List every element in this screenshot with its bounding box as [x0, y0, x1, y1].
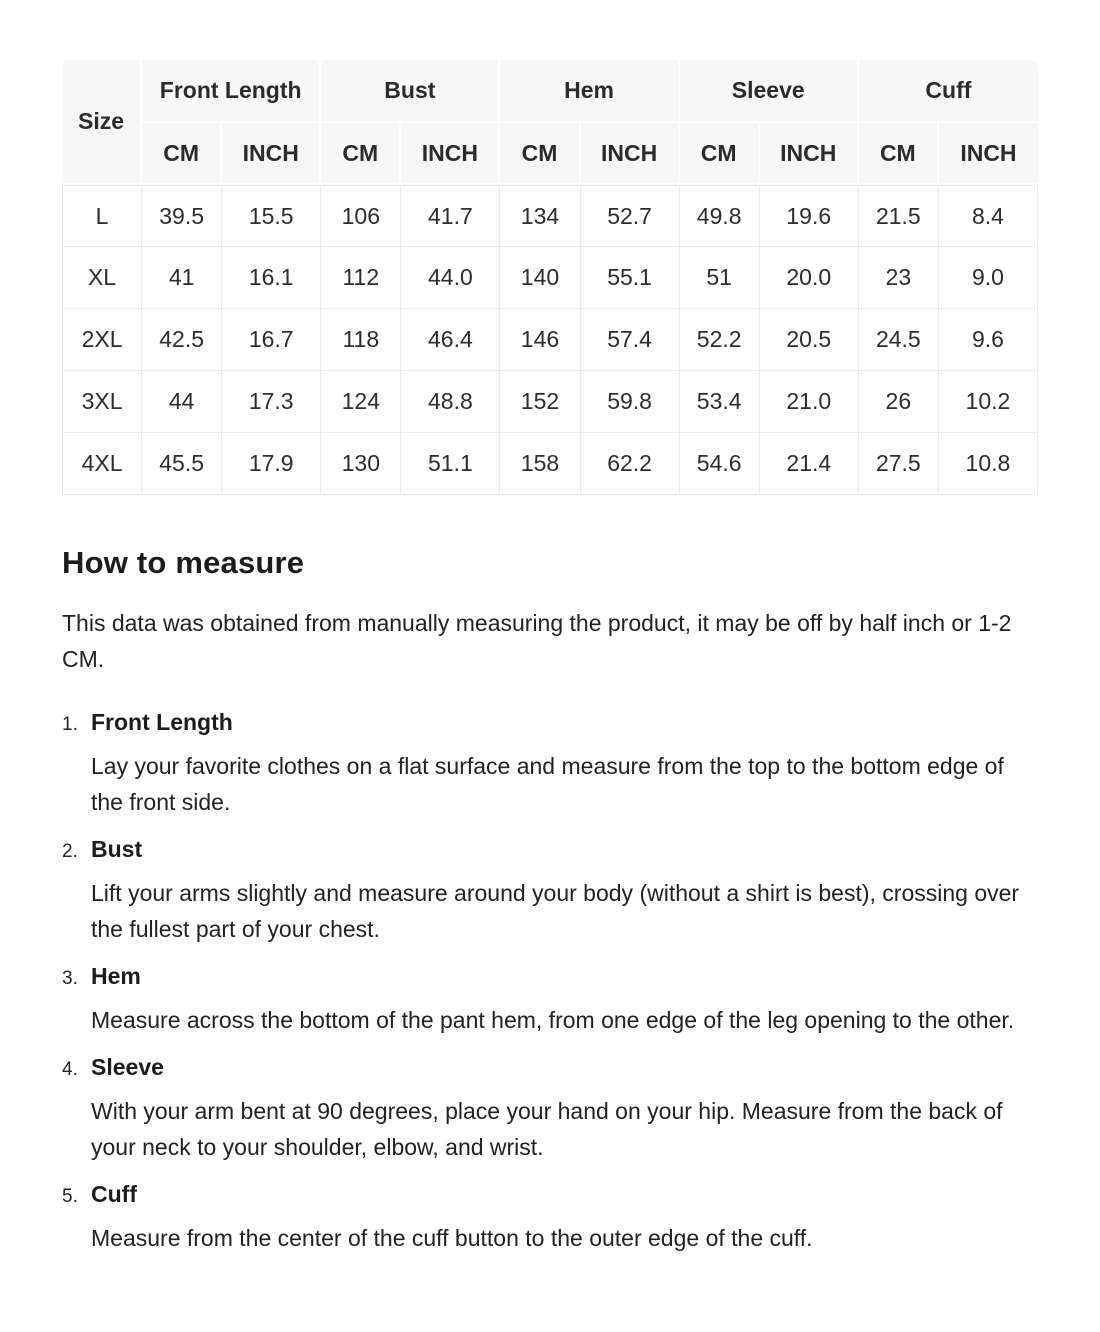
- item-number: 1.: [62, 714, 78, 735]
- group-header-cell: Cuff: [859, 60, 1038, 123]
- measurement-cell: 41.7: [401, 185, 500, 247]
- size-table-header: [62, 60, 1038, 185]
- measurement-cell: 130: [321, 433, 401, 495]
- measurement-cell: 10.2: [939, 371, 1038, 433]
- item-description: Measure from the center of the cuff button to the outer edge of the cuff.: [91, 1225, 813, 1251]
- size-cell: XL: [62, 247, 142, 309]
- measurement-cell: 10.8: [939, 433, 1038, 495]
- measurement-cell: 146: [500, 309, 580, 371]
- intro-text: This data was obtained from manually measuring the product, it may be off by half inch or 1-2 CM.: [62, 610, 1012, 672]
- measurement-cell: 19.6: [760, 185, 859, 247]
- item-number: 5.: [62, 1186, 78, 1207]
- measure-list-item: [62, 1054, 1038, 1165]
- item-description: Lay your favorite clothes on a flat surface and measure from the top to the bottom edge of the front side.: [91, 753, 1004, 815]
- measure-item-heading: [62, 963, 1038, 990]
- measurement-cell: 112: [321, 247, 401, 309]
- size-cell: 2XL: [62, 309, 142, 371]
- size-row: [62, 185, 1038, 247]
- measurement-cell: 54.6: [680, 433, 760, 495]
- unit-header-inch: INCH: [760, 123, 859, 185]
- size-cell: 3XL: [62, 371, 142, 433]
- unit-header-inch: INCH: [222, 123, 321, 185]
- measurement-cell: 52.7: [581, 185, 680, 247]
- measurement-cell: 124: [321, 371, 401, 433]
- unit-header-cm: CM: [500, 123, 580, 185]
- size-cell: 4XL: [62, 433, 142, 495]
- unit-header-cm: CM: [859, 123, 939, 185]
- measurement-cell: 118: [321, 309, 401, 371]
- measurement-cell: 53.4: [680, 371, 760, 433]
- item-number: 4.: [62, 1059, 78, 1080]
- size-row: [62, 247, 1038, 309]
- measurement-cell: 17.9: [222, 433, 321, 495]
- measurement-cell: 44: [142, 371, 222, 433]
- measurement-cell: 52.2: [680, 309, 760, 371]
- measurement-cell: 44.0: [401, 247, 500, 309]
- measurement-cell: 42.5: [142, 309, 222, 371]
- size-table-body: [62, 185, 1038, 495]
- measure-list-item: [62, 963, 1038, 1038]
- measure-item-heading: [62, 836, 1038, 863]
- measurement-cell: 20.5: [760, 309, 859, 371]
- measurement-cell: 21.4: [760, 433, 859, 495]
- unit-header-inch: INCH: [581, 123, 680, 185]
- measurement-cell: 23: [859, 247, 939, 309]
- measurement-cell: 21.0: [760, 371, 859, 433]
- unit-header-cm: CM: [142, 123, 222, 185]
- size-table: [62, 60, 1038, 495]
- item-term: Front Length: [91, 709, 233, 735]
- size-row: [62, 309, 1038, 371]
- measurement-cell: 15.5: [222, 185, 321, 247]
- size-row: [62, 371, 1038, 433]
- measurement-cell: 20.0: [760, 247, 859, 309]
- size-row: [62, 433, 1038, 495]
- measurement-cell: 16.1: [222, 247, 321, 309]
- measurement-cell: 55.1: [581, 247, 680, 309]
- measurement-cell: 57.4: [581, 309, 680, 371]
- measurement-cell: 62.2: [581, 433, 680, 495]
- measurement-cell: 158: [500, 433, 580, 495]
- measurement-cell: 49.8: [680, 185, 760, 247]
- item-term: Sleeve: [91, 1054, 164, 1080]
- measurement-cell: 9.6: [939, 309, 1038, 371]
- unit-header-cm: CM: [321, 123, 401, 185]
- measurement-cell: 21.5: [859, 185, 939, 247]
- section-title: How to measure: [62, 545, 305, 580]
- measure-item-heading: [62, 1054, 1038, 1081]
- unit-header-inch: INCH: [939, 123, 1038, 185]
- measurement-cell: 24.5: [859, 309, 939, 371]
- how-to-measure-section: [62, 545, 1038, 1256]
- item-number: 2.: [62, 841, 78, 862]
- header-row-units: [62, 123, 1038, 185]
- header-row-groups: [62, 60, 1038, 123]
- measure-item-heading: [62, 1181, 1038, 1208]
- item-description: Lift your arms slightly and measure around your body (without a shirt is best), crossing over the fullest part of your chest.: [91, 880, 1020, 942]
- measurement-cell: 9.0: [939, 247, 1038, 309]
- item-term: Cuff: [91, 1181, 137, 1207]
- group-header-cell: Hem: [500, 60, 679, 123]
- measurement-cell: 41: [142, 247, 222, 309]
- measure-list: [62, 709, 1038, 1256]
- measurement-cell: 46.4: [401, 309, 500, 371]
- unit-header-cm: CM: [680, 123, 760, 185]
- measure-list-item: [62, 709, 1038, 820]
- item-description: With your arm bent at 90 degrees, place your hand on your hip. Measure from the back of your neck to your shoulder, elbow, and wrist.: [91, 1098, 1003, 1160]
- unit-header-inch: INCH: [401, 123, 500, 185]
- measurement-cell: 48.8: [401, 371, 500, 433]
- item-description: Measure across the bottom of the pant hem, from one edge of the leg opening to the other.: [91, 1007, 1015, 1033]
- item-term: Bust: [91, 836, 143, 862]
- measurement-cell: 51.1: [401, 433, 500, 495]
- measure-list-item: [62, 1181, 1038, 1256]
- measurement-cell: 140: [500, 247, 580, 309]
- measurement-cell: 39.5: [142, 185, 222, 247]
- measurement-cell: 45.5: [142, 433, 222, 495]
- measurement-cell: 16.7: [222, 309, 321, 371]
- item-number: 3.: [62, 968, 78, 989]
- measurement-cell: 27.5: [859, 433, 939, 495]
- measurement-cell: 106: [321, 185, 401, 247]
- group-header-cell: Sleeve: [680, 60, 859, 123]
- measurement-cell: 26: [859, 371, 939, 433]
- measure-list-item: [62, 836, 1038, 947]
- size-column-header: Size: [62, 60, 142, 185]
- measurement-cell: 152: [500, 371, 580, 433]
- measurement-cell: 59.8: [581, 371, 680, 433]
- size-cell: L: [62, 185, 142, 247]
- measurement-cell: 17.3: [222, 371, 321, 433]
- measurement-cell: 51: [680, 247, 760, 309]
- measure-item-heading: [62, 709, 1038, 736]
- item-term: Hem: [91, 963, 141, 989]
- group-header-cell: Front Length: [142, 60, 321, 123]
- group-header-cell: Bust: [321, 60, 500, 123]
- measurement-cell: 8.4: [939, 185, 1038, 247]
- measurement-cell: 134: [500, 185, 580, 247]
